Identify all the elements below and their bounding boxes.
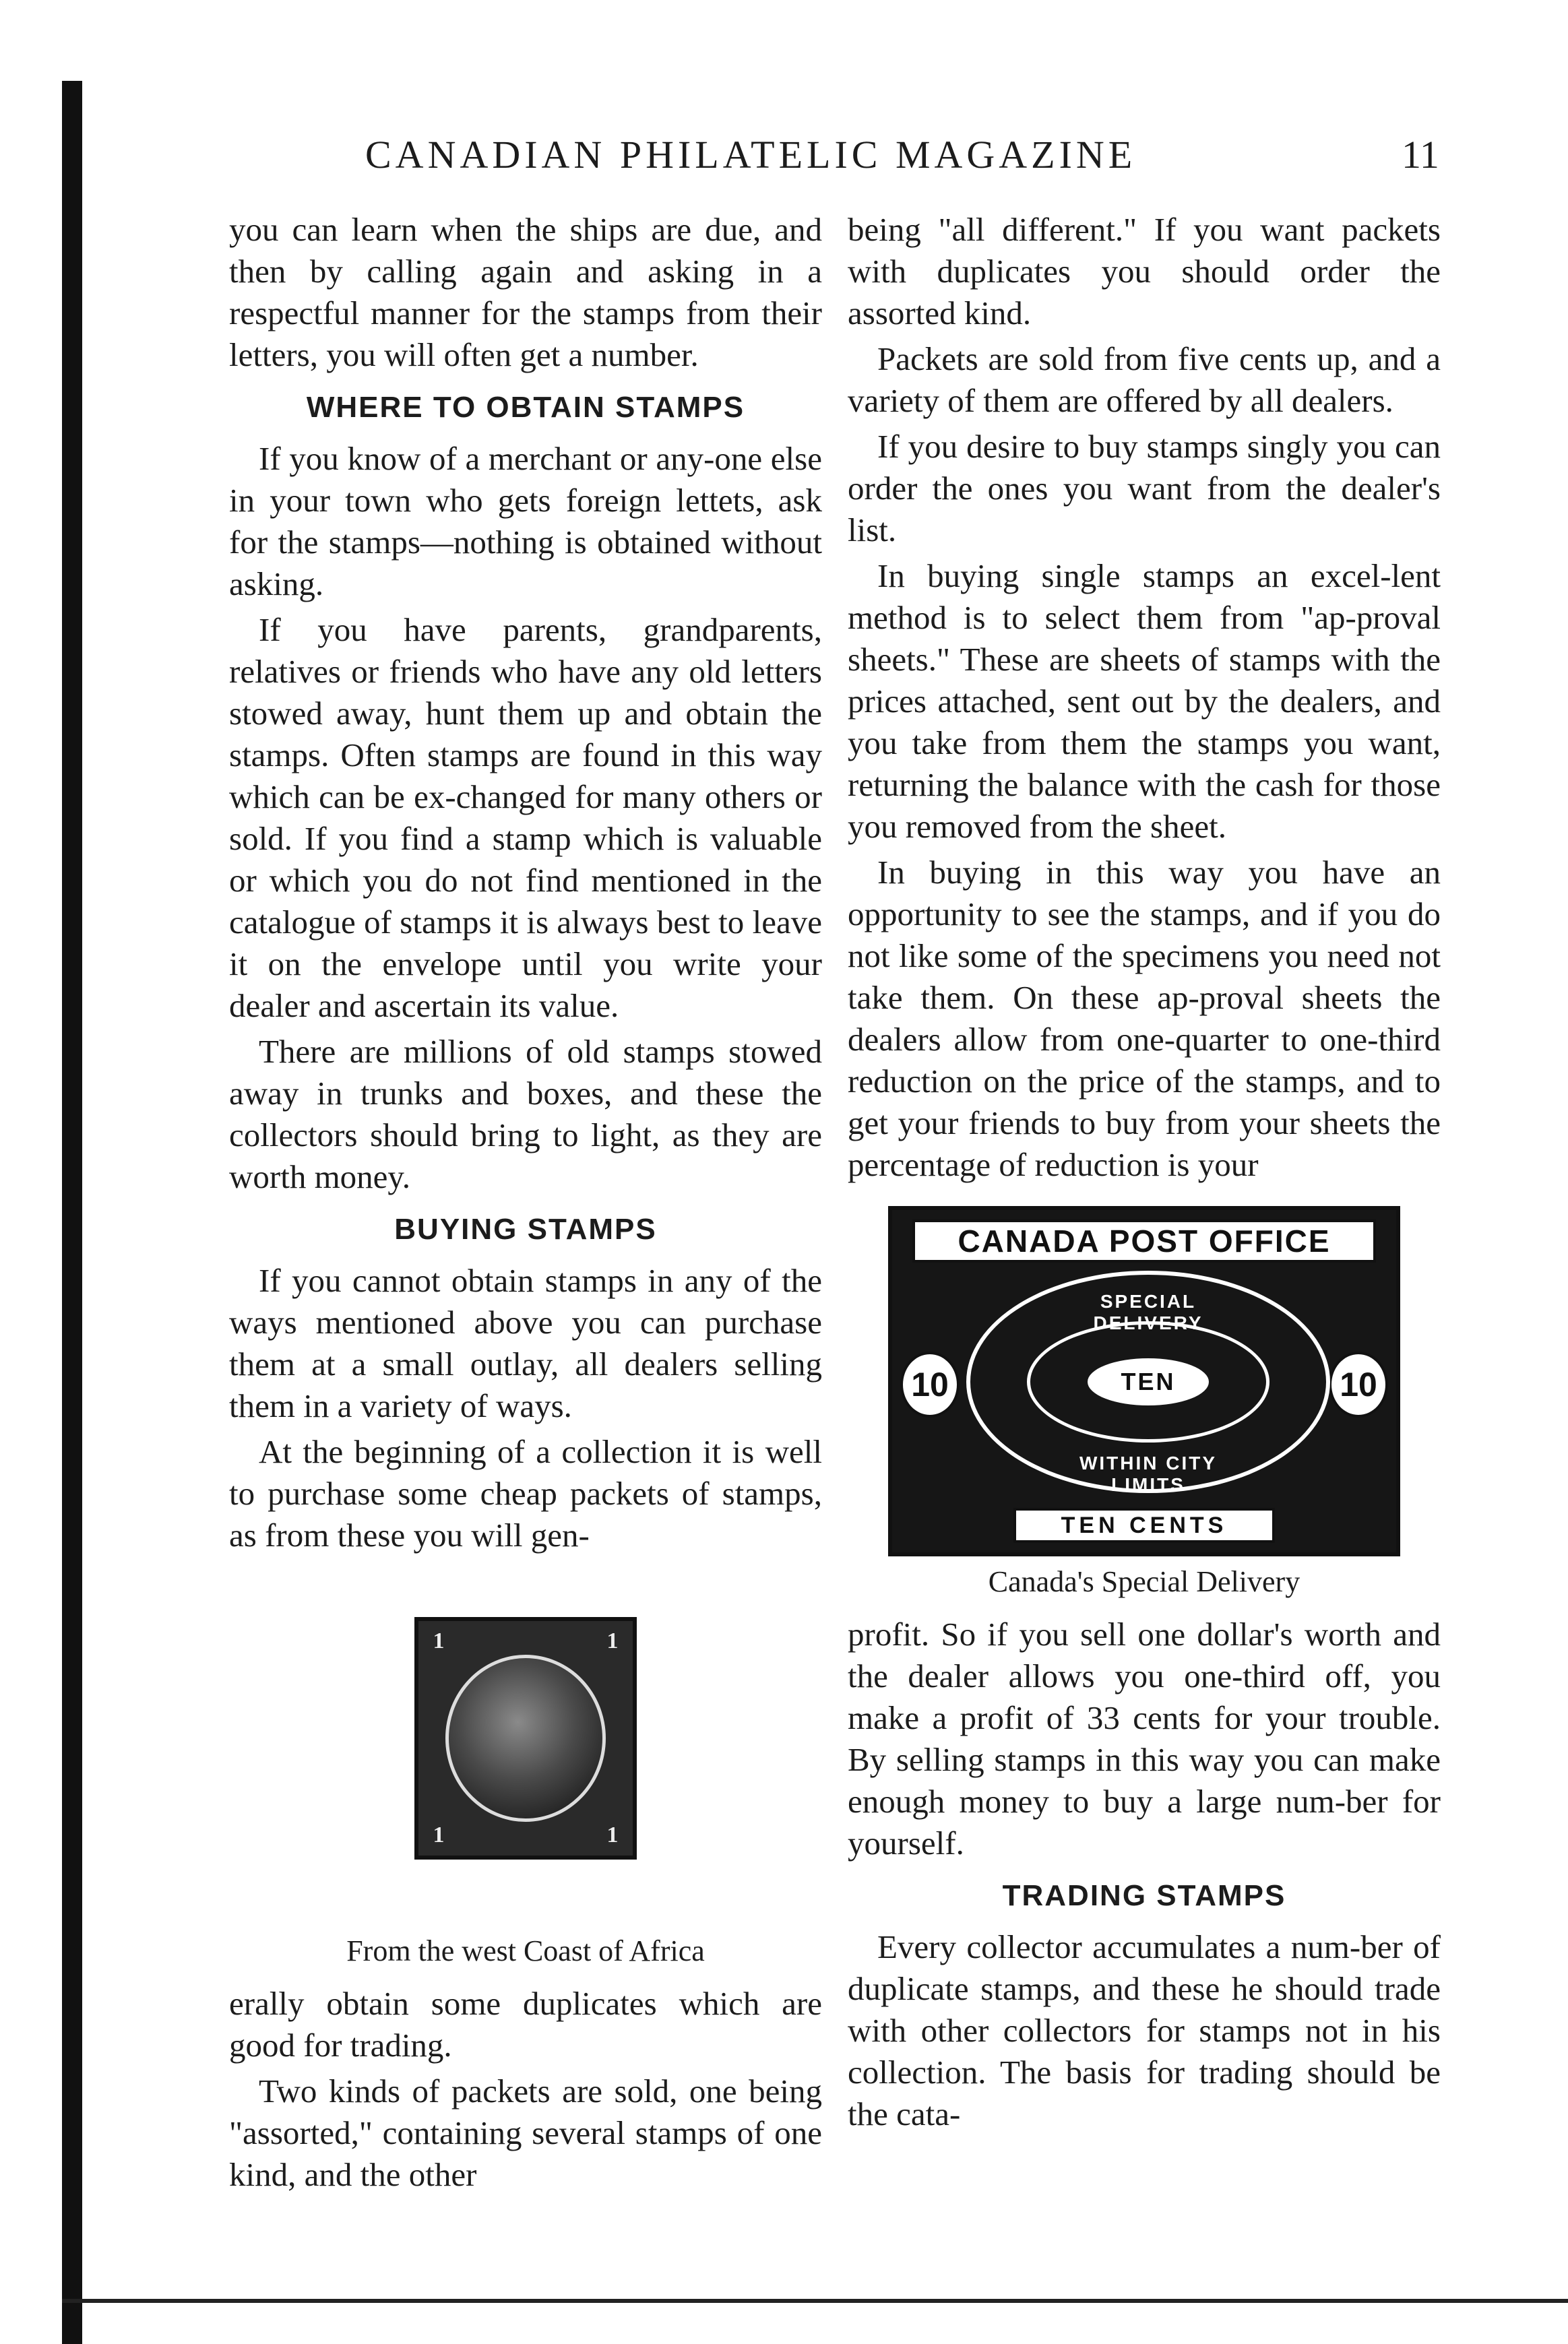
left-column (229, 209, 822, 2200)
stamp-corner-value: 1 (606, 1823, 619, 1847)
stamp-corner-value: 10 (900, 1352, 960, 1418)
stamp-corner-value: 1 (433, 1823, 445, 1847)
magazine-title: CANADIAN PHILATELIC MAGAZINE (365, 133, 1137, 177)
paragraph: If you desire to buy stamps singly you can order the ones you want from the dealer's list. (848, 428, 1441, 548)
stamp-bottom-label: TEN CENTS (1013, 1508, 1275, 1543)
stamp-corner-value: 1 (433, 1628, 445, 1653)
canada-stamp-image (888, 1206, 1400, 1556)
stamp-corner-value: 10 (1329, 1352, 1388, 1418)
paragraph: being "all different." If you want packets with duplicates you should order the assorted kind. (848, 211, 1441, 331)
paragraph: If you know of a merchant or any-one else in your town who gets foreign lettets, ask for the stamps—nothing is obtained without asking. (229, 440, 822, 602)
paragraph: There are millions of old stamps stowed away in trunks and boxes, and these the collectors should bring to light, as they are worth money. (229, 1033, 822, 1195)
stamp-portrait (445, 1655, 606, 1822)
paragraph: Every collector accumulates a num-ber of duplicate stamps, and these he should trade with other collectors for stamps not in his collection. The basis for trading should be the cata- (848, 1928, 1441, 2132)
africa-stamp-figure (229, 1617, 822, 1968)
paragraph: Two kinds of packets are sold, one being "assorted," containing several stamps of one kind, and the other (229, 2072, 822, 2193)
paragraph: In buying single stamps an excel-lent method is to select them from "ap-proval sheets." These are sheets of stamps with the prices attached, sent out by the dealers, and you take from them the stamps you want, returning the balance with the cash for those you removed from the sheet. (848, 557, 1441, 845)
stamp-top-label: CANADA POST OFFICE (912, 1219, 1376, 1263)
left-margin-rule (62, 81, 82, 2344)
figure-caption: Canada's Special Delivery (988, 1565, 1300, 1598)
right-column (848, 209, 1441, 2139)
paragraph: At the beginning of a collection it is well to purchase some cheap packets of stamps, as from these you will gen- (229, 1433, 822, 1554)
paragraph: If you have parents, grandparents, relatives or friends who have any old letters stowed away, hunt them up and obtain the stamps. Often stamps are found in this way which can be ex-changed for many others or sold. If you find a stamp which is valuable or which you do not find mentioned in the catalogue of stamps it is always best to leave it on the envelope until you write your dealer and ascertain its value. (229, 611, 822, 1024)
section-heading-trading: TRADING STAMPS (1002, 1879, 1286, 1912)
figure-caption: From the west Coast of Africa (346, 1934, 705, 1967)
section-heading-buying: BUYING STAMPS (394, 1213, 657, 1246)
stamp-center-value: TEN (1088, 1358, 1209, 1405)
paragraph: Packets are sold from five cents up, and a variety of them are offered by all dealers. (848, 340, 1441, 419)
paragraph: profit. So if you sell one dollar's worth and the dealer allows you one-third off, you make a profit of 33 cents for your trouble. By selling stamps in this way you can make enough money to buy a large num-ber for yourself. (848, 1616, 1441, 1862)
stamp-ring-top-text: SPECIAL DELIVERY (1093, 1291, 1203, 1333)
canada-stamp-figure (848, 1206, 1441, 1599)
stamp-ring-bottom-text: WITHIN CITY LIMITS (1079, 1453, 1218, 1495)
page-header (0, 132, 1568, 186)
paragraph: In buying in this way you have an opportunity to see the stamps, and if you do not like some of the specimens you need not take them. On these ap-proval sheets the dealers allow from one-quarter to one-third reduction on the price of the stamps, and to get your friends to buy from your sheets the percentage of reduction is your (848, 854, 1441, 1183)
stamp-corner-value: 1 (606, 1628, 619, 1653)
bottom-rule (62, 2299, 1568, 2303)
africa-stamp-image (414, 1617, 637, 1860)
paragraph: you can learn when the ships are due, and then by calling again and asking in a respectful manner for the stamps from their letters, you will often get a number. (229, 211, 822, 373)
paragraph: erally obtain some duplicates which are good for trading. (229, 1985, 822, 2064)
paragraph: If you cannot obtain stamps in any of the ways mentioned above you can purchase them at a small outlay, all dealers selling them in a variety of ways. (229, 1262, 822, 1424)
page-number: 11 (1402, 133, 1439, 177)
section-heading-obtain: WHERE TO OBTAIN STAMPS (306, 391, 745, 424)
